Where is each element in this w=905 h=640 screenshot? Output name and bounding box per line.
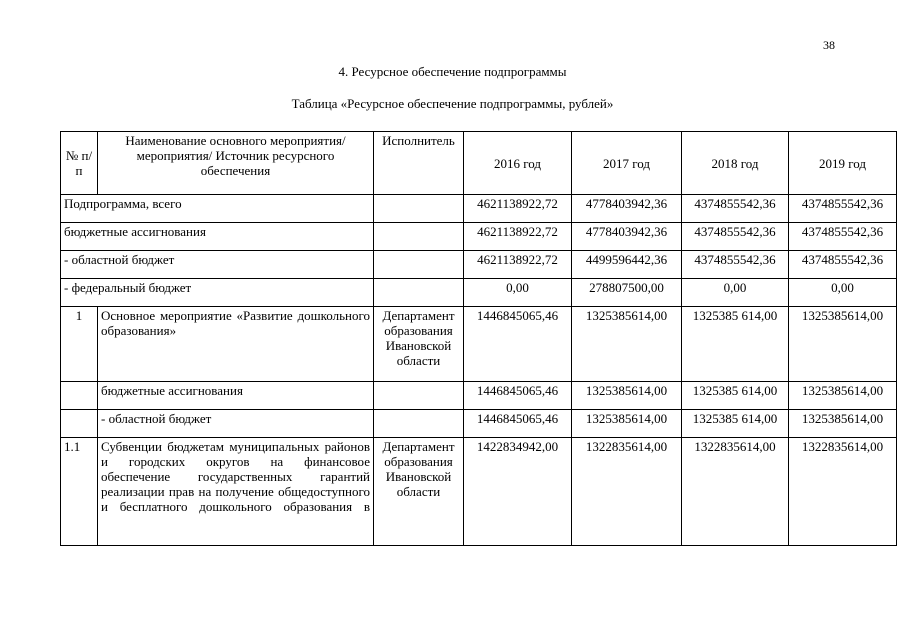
value-2018: 4374855542,36 <box>682 251 789 279</box>
row-executor <box>374 195 464 223</box>
header-num: № п/п <box>61 132 98 195</box>
row-executor <box>374 410 464 438</box>
value-2019: 1325385614,00 <box>789 410 897 438</box>
table-row <box>61 223 897 251</box>
value-2016: 4621138922,72 <box>464 195 572 223</box>
row-executor: Департамент образования Ивановской области <box>374 307 464 382</box>
value-2018: 1325385 614,00 <box>682 382 789 410</box>
row-executor <box>374 382 464 410</box>
value-2016: 1446845065,46 <box>464 410 572 438</box>
value-2018: 4374855542,36 <box>682 195 789 223</box>
row-num <box>61 410 98 438</box>
table-row <box>61 410 897 438</box>
value-2017: 1325385614,00 <box>572 410 682 438</box>
value-2017: 4778403942,36 <box>572 195 682 223</box>
row-executor <box>374 251 464 279</box>
value-2017: 4499596442,36 <box>572 251 682 279</box>
header-name: Наименование основного мероприятия/мероприятия/ Источник ресурсного обеспечения <box>98 132 374 195</box>
row-name: Основное мероприятие «Развитие дошкольного образования» <box>98 307 374 382</box>
row-label: бюджетные ассигнования <box>61 223 374 251</box>
row-name: - областной бюджет <box>98 410 374 438</box>
header-2017: 2017 год <box>572 132 682 195</box>
value-2016: 1422834942,00 <box>464 438 572 546</box>
value-2018: 1325385 614,00 <box>682 307 789 382</box>
value-2016: 1446845065,46 <box>464 382 572 410</box>
page-number: 38 <box>823 38 835 52</box>
value-2019: 4374855542,36 <box>789 223 897 251</box>
row-executor: Департамент образования Ивановской области <box>374 438 464 546</box>
value-2019: 1325385614,00 <box>789 307 897 382</box>
row-num <box>61 382 98 410</box>
resource-table <box>60 131 897 546</box>
value-2019: 0,00 <box>789 279 897 307</box>
value-2016: 4621138922,72 <box>464 251 572 279</box>
table-header-row <box>61 132 897 195</box>
value-2017: 1322835614,00 <box>572 438 682 546</box>
header-2016: 2016 год <box>464 132 572 195</box>
row-label: - областной бюджет <box>61 251 374 279</box>
value-2019: 4374855542,36 <box>789 195 897 223</box>
value-2016: 0,00 <box>464 279 572 307</box>
value-2016: 1446845065,46 <box>464 307 572 382</box>
row-num: 1.1 <box>61 438 98 546</box>
value-2019: 1322835614,00 <box>789 438 897 546</box>
table-caption: Таблица «Ресурсное обеспечение подпрограммы, рублей» <box>291 96 614 111</box>
table-row <box>61 279 897 307</box>
row-num: 1 <box>61 307 98 382</box>
value-2017: 1325385614,00 <box>572 382 682 410</box>
table-row <box>61 307 897 382</box>
row-label: Подпрограмма, всего <box>61 195 374 223</box>
row-executor <box>374 223 464 251</box>
value-2018: 0,00 <box>682 279 789 307</box>
row-name: бюджетные ассигнования <box>98 382 374 410</box>
value-2018: 4374855542,36 <box>682 223 789 251</box>
value-2017: 4778403942,36 <box>572 223 682 251</box>
header-2018: 2018 год <box>682 132 789 195</box>
value-2019: 1325385614,00 <box>789 382 897 410</box>
table-row <box>61 195 897 223</box>
section-title: 4. Ресурсное обеспечение подпрограммы <box>338 64 567 79</box>
row-name: Субвенции бюджетам муниципальных районов и городских округов на финансовое обеспечение государственных гарантий реализации прав на получение общедоступного и бесплатного дошкольного образования в <box>98 438 374 546</box>
value-2019: 4374855542,36 <box>789 251 897 279</box>
header-2019: 2019 год <box>789 132 897 195</box>
row-label: - федеральный бюджет <box>61 279 374 307</box>
table-row <box>61 382 897 410</box>
value-2018: 1322835614,00 <box>682 438 789 546</box>
table-row <box>61 251 897 279</box>
header-executor: Исполнитель <box>374 132 464 195</box>
value-2018: 1325385 614,00 <box>682 410 789 438</box>
row-executor <box>374 279 464 307</box>
value-2017: 278807500,00 <box>572 279 682 307</box>
value-2017: 1325385614,00 <box>572 307 682 382</box>
table-row <box>61 438 897 546</box>
value-2016: 4621138922,72 <box>464 223 572 251</box>
